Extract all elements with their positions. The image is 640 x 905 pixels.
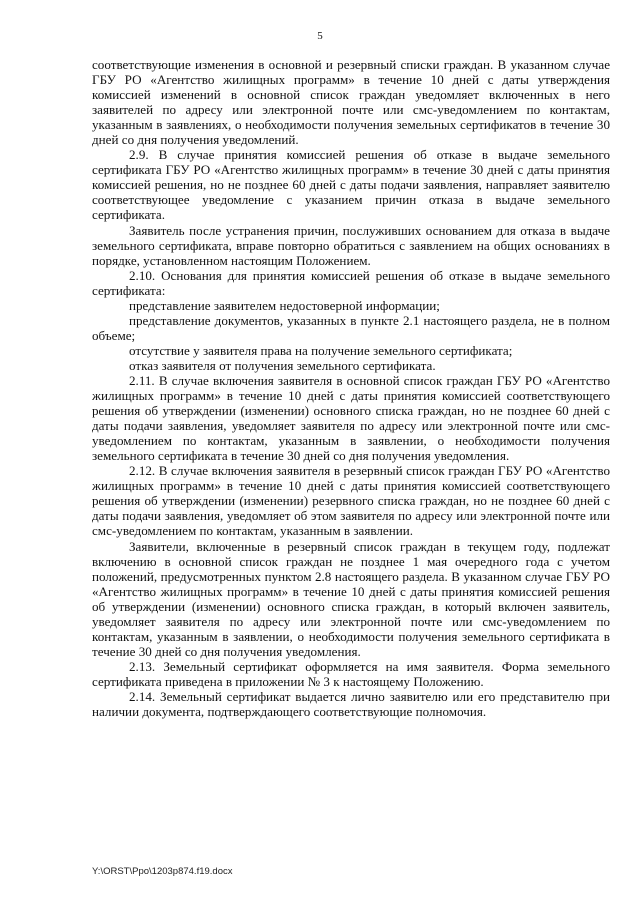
list-item: представление документов, указанных в пункте 2.1 настоящего раздела, не в полном объеме;	[92, 312, 610, 343]
paragraph-2-14: 2.14. Земельный сертификат выдается лично заявителю или его представителю при наличии документа, подтверждающего соответствующие полномочия.	[92, 688, 610, 720]
paragraph-reapply: Заявитель после устранения причин, послуживших основанием для отказа в выдаче земельного сертификата, вправе повторно обратиться с заявлением на общих основаниях в порядке, установленном настоящим Положением.	[92, 222, 610, 268]
paragraph-2-12: 2.12. В случае включения заявителя в резервный список граждан ГБУ РО «Агентство жилищных программ» в течение 10 дней с даты принятия комиссией соответствующего решения об утверждении (изменении) резервного списка граждан, но не позднее 60 дней с даты подачи заявления, уведомляет об этом заявителя по адресу или электронной почте или смс-уведомлением по контактам, указанным в заявлении.	[92, 463, 610, 539]
paragraph-2-9: 2.9. В случае принятия комиссией решения об отказе в выдаче земельного сертификата ГБУ РО «Агентство жилищных программ» в течение 30 дней с даты принятия комиссией решения, но не позднее 60 дней с даты подачи заявления, направляет заявителю соответствующее уведомление с указанием причин отказа в выдаче земельного сертификата.	[92, 147, 610, 223]
paragraph-2-10: 2.10. Основания для принятия комиссией решения об отказе в выдаче земельного сертификата:	[92, 267, 610, 298]
page-number: 5	[317, 30, 323, 42]
paragraph-2-13: 2.13. Земельный сертификат оформляется на имя заявителя. Форма земельного сертификата приведена в приложении № 3 к настоящему Положению.	[92, 658, 610, 689]
footer-file-path: Y:\ORST\Ppo\1203p874.f19.docx	[92, 866, 233, 877]
document-body	[92, 57, 610, 719]
paragraph-reserve-list: Заявители, включенные в резервный список граждан в текущем году, подлежат включению в основной список граждан не позднее 1 мая очередного года с учетом положений, предусмотренных пунктом 2.8 настоящего раздела. В указанном случае ГБУ РО «Агентство жилищных программ» в течение 10 дней с даты принятия комиссией решения об утверждении (изменении) основного списка граждан, в который включен заявитель, уведомляет заявителя по адресу или электронной почте или смс-уведомлением по контактам, указанным в заявлении, о необходимости получения земельного сертификата в течение 30 дней со дня получения уведомления.	[92, 538, 610, 659]
list-item: отказ заявителя от получения земельного сертификата.	[129, 357, 436, 373]
list-item: отсутствие у заявителя права на получение земельного сертификата;	[129, 342, 513, 358]
paragraph-continuation: соответствующие изменения в основной и резервный списки граждан. В указанном случае ГБУ РО «Агентство жилищных программ» в течение 10 дней с даты утверждения комиссией изменений в основной список граждан уведомляет включенных в него заявителей по адресу или электронной почте или смс-уведомлением по контактам, указанным в заявлениях, о необходимости получения земельных сертификатов в течение 30 дней со дня получения уведомлений.	[92, 57, 610, 148]
paragraph-2-11: 2.11. В случае включения заявителя в основной список граждан ГБУ РО «Агентство жилищных программ» в течение 10 дней с даты принятия комиссией соответствующего решения об утверждении (изменении) основного списка граждан, но не позднее 60 дней с даты подачи заявления, уведомляет заявителя по адресу или электронной почте или смс-уведомлением по контактам, указанным в заявлении, о необходимости получения земельного сертификата в течение 30 дней со дня получения уведомления.	[92, 372, 610, 464]
list-item: представление заявителем недостоверной информации;	[129, 297, 440, 313]
